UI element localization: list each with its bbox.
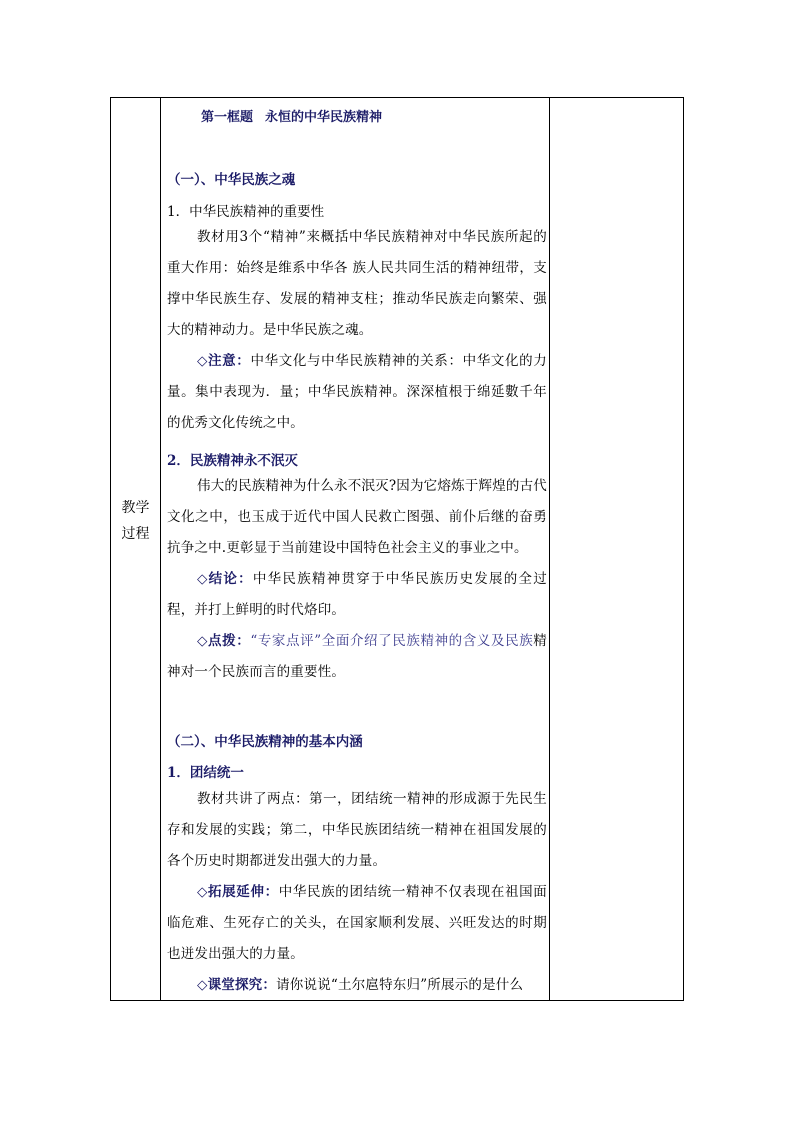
tip-text: 精神对一个民族而言的重要性。 [167, 633, 547, 680]
tip-paragraph [167, 626, 547, 688]
lesson-title [201, 106, 382, 125]
extension-label: ◇拓展延伸： [197, 884, 279, 900]
class-inquiry-label: ◇课堂探究： [197, 977, 277, 993]
row-label-teaching-process [111, 495, 160, 547]
section-heading-1: （一）、中华民族之魂 [167, 172, 296, 188]
subsection-heading-1-2: 2．民族精神永不泯灭 [167, 453, 298, 469]
conclusion-text: 中华民族精神贯穿于中华民族历史发展的全过程，并打上鲜明的时代烙印。 [167, 571, 548, 618]
extension-text: 中华民族的团结统一精神不仅表现在祖国面临危难、生死存亡的关头，在国家顺利发展、兴旺发达的时期也迸发出强大的力量。 [167, 884, 547, 962]
subsection-heading-1-1: 1．中华民族精神的重要性 [167, 204, 325, 220]
note-text: 中华文化与中华民族精神的关系：中华文化的力量。集中表现为．量；中华民族精神。深深植根于绵延數千年的优秀文化传统之中。 [167, 353, 547, 431]
column-divider-left [160, 98, 161, 1000]
row-label-line-1: 教学 [121, 500, 150, 516]
class-inquiry-paragraph [167, 970, 547, 1001]
class-inquiry-text: 请你说说“土尔扈特东归”所展示的是什么 [276, 977, 524, 993]
paragraph-2-1: 教材共讲了两点：第一，团结统一精神的形成源于先民生存和发展的实践；第二，中华民族团结统一精神在祖国发展的各个历史时期都迸发出强大的力量。 [167, 791, 547, 869]
lesson-plan-table [110, 97, 684, 1001]
row-label-line-2: 过程 [121, 526, 150, 542]
lesson-title-part1: 第一框题 [201, 110, 254, 125]
subsection-heading-2-1: 1．团结统一 [167, 765, 244, 781]
note-label: ◇注意： [197, 353, 251, 369]
tip-quote: “专家点评”全面介绍了民族精神的含义及民族 [250, 633, 534, 649]
conclusion-label: ◇结论： [197, 571, 253, 587]
tip-label: ◇点拨： [197, 633, 251, 649]
note-paragraph [167, 346, 547, 439]
lesson-title-part2: 永恒的中华民族精神 [265, 110, 383, 125]
paragraph-1-2: 伟大的民族精神为什么永不泯灭?因为它熔炼于辉煌的古代文化之中，也玉成于近代中国人民救亡图强、前仆后继的奋勇抗争之中.更彰显于当前建设中国特色社会主义的事业之中。 [167, 478, 547, 556]
extension-paragraph [167, 877, 547, 970]
section-heading-2: （二）、中华民族精神的基本内涵 [167, 734, 363, 750]
conclusion-paragraph [167, 564, 547, 626]
column-divider-right [549, 98, 550, 1000]
paragraph-1-1: 教材用3个“精神”来概括中华民族精神对中华民族所起的重大作用：始终是维系中华各 族人民共同生活的精神纽带，支撑中华民族生存、发展的精神支柱；推动华民族走向繁荣、强大的精神动力。是中华民族之魂。 [167, 229, 547, 338]
